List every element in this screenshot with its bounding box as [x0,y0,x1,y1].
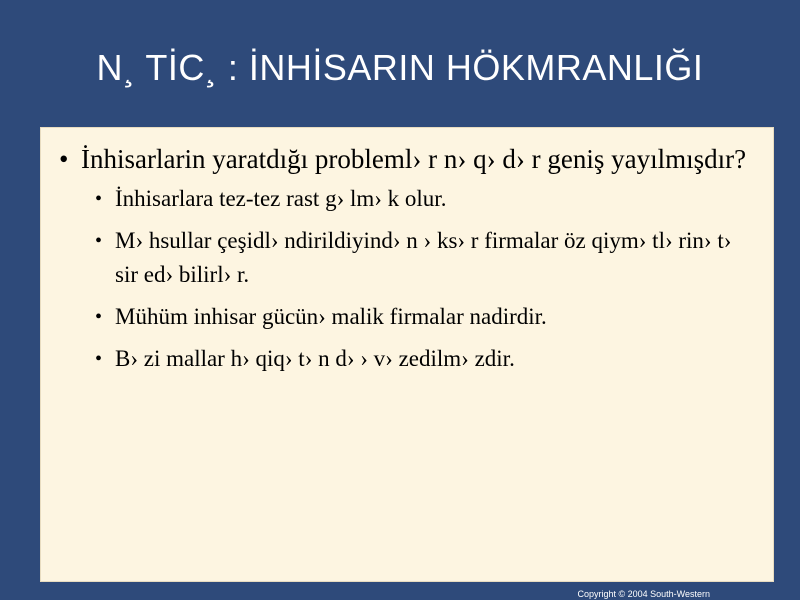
sub-bullet-item [95,182,759,216]
sub-bullet-item [95,300,759,334]
sub-bullet-text: İnhisarlara tez-tez rast g› lm› k olur. [115,186,447,211]
slide-title: N¸ TİC¸ : İNHİSARIN HÖKMRANLIĞI [96,47,704,88]
main-bullet-item [59,140,759,376]
bullet-icon: • [59,144,69,174]
copyright-notice: Copyright © 2004 South-Western [577,589,710,599]
sub-bullet-list [95,182,759,376]
bullet-icon: • [95,188,103,210]
sub-bullet-text: M› hsullar çeşidl› ndirildiyind› n › ks› r firmalar öz qiym› tl› rin› t› sir ed› bilirl› r. [115,228,732,287]
bullet-list [59,140,759,384]
content-box [40,127,774,582]
sub-bullet-text: Mühüm inhisar gücün› malik firmalar nadirdir. [115,304,547,329]
sub-bullet-item [95,224,759,292]
bullet-icon: • [95,230,103,252]
sub-bullet-item [95,342,759,376]
sub-bullet-text: B› zi mallar h› qiq› t› n d› › v› zedilm› zdir. [115,346,515,371]
bullet-icon: • [95,348,103,370]
main-bullet-text: İnhisarlarin yaratdığı probleml› r n› q› d› r geniş yayılmışdır? [81,144,747,174]
bullet-icon: • [95,306,103,328]
